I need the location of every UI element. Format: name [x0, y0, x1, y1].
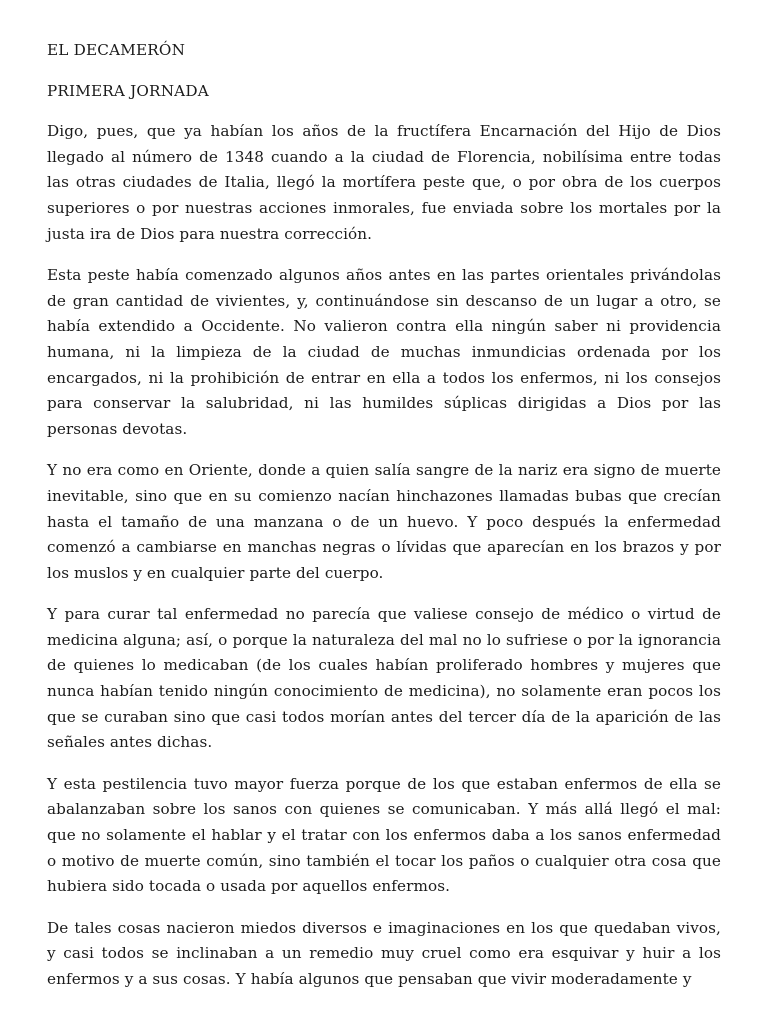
paragraph: Y no era como en Oriente, donde a quien salía sangre de la nariz era signo de muerte inevitable, sino que en su comienzo nacían hinchazones llamadas bubas que crecían hasta el tamaño de una manzana o de un huevo. Y poco después la enfermedad comenzó a cambiarse en manchas negras o lívidas que aparecían en los brazos y por los muslos y en cualquier parte del cuerpo. — [47, 461, 721, 582]
paragraph: Esta peste había comenzado algunos años antes en las partes orientales privándolas de gran cantidad de vivientes, y, continuándose sin descanso de un lugar a otro, se había extendido a Occidente. No valieron contra ella ningún saber ni providencia humana, ni la limpieza de la ciudad de muchas inmundicias ordenada por los encargados, ni la prohibición de entrar en ella a todos los enfermos, ni los consejos para conservar la salubridad, ni las humildes súplicas dirigidas a Dios por las personas devotas. — [47, 266, 721, 438]
document-title: EL DECAMERÓN — [47, 41, 186, 59]
document-page — [47, 38, 721, 1009]
paragraph: Y para curar tal enfermedad no parecía que valiese consejo de médico o virtud de medicina alguna; así, o porque la naturaleza del mal no lo sufriese o por la ignorancia de quienes lo medicaban (de los cuales habían proliferado hombres y mujeres que nunca habían tenido ningún conocimiento de medicina), no solamente eran pocos los que se curaban sino que casi todos morían antes del tercer día de la aparición de las señales antes dichas. — [47, 605, 721, 752]
chapter-heading: PRIMERA JORNADA — [47, 81, 209, 100]
paragraph: Y esta pestilencia tuvo mayor fuerza porque de los que estaban enfermos de ella se abalanzaban sobre los sanos con quienes se comunicaban. Y más allá llegó el mal: que no solamente el hablar y el tratar con los enfermos daba a los sanos enfermedad o motivo de muerte común, sino también el tocar los paños o cualquier otra cosa que hubiera sido tocada o usada por aquellos enfermos. — [47, 774, 721, 896]
paragraph: De tales cosas nacieron miedos diversos e imaginaciones en los que quedaban vivos, y casi todos se inclinaban a un remedio muy cruel como era esquivar y huir a los enfermos y a sus cosas. Y había algunos que pensaban que vivir moderadamente y — [47, 918, 721, 988]
paragraph: Digo, pues, que ya habían los años de la fructífera Encarnación del Hijo de Dios llegado al número de 1348 cuando a la ciudad de Florencia, nobilísima entre todas las otras ciudades de Italia, llegó la mortífera peste que, o por obra de los cuerpos superiores o por nuestras acciones inmorales, fue enviada sobre los mortales por la justa ira de Dios para nuestra corrección. — [47, 122, 721, 243]
